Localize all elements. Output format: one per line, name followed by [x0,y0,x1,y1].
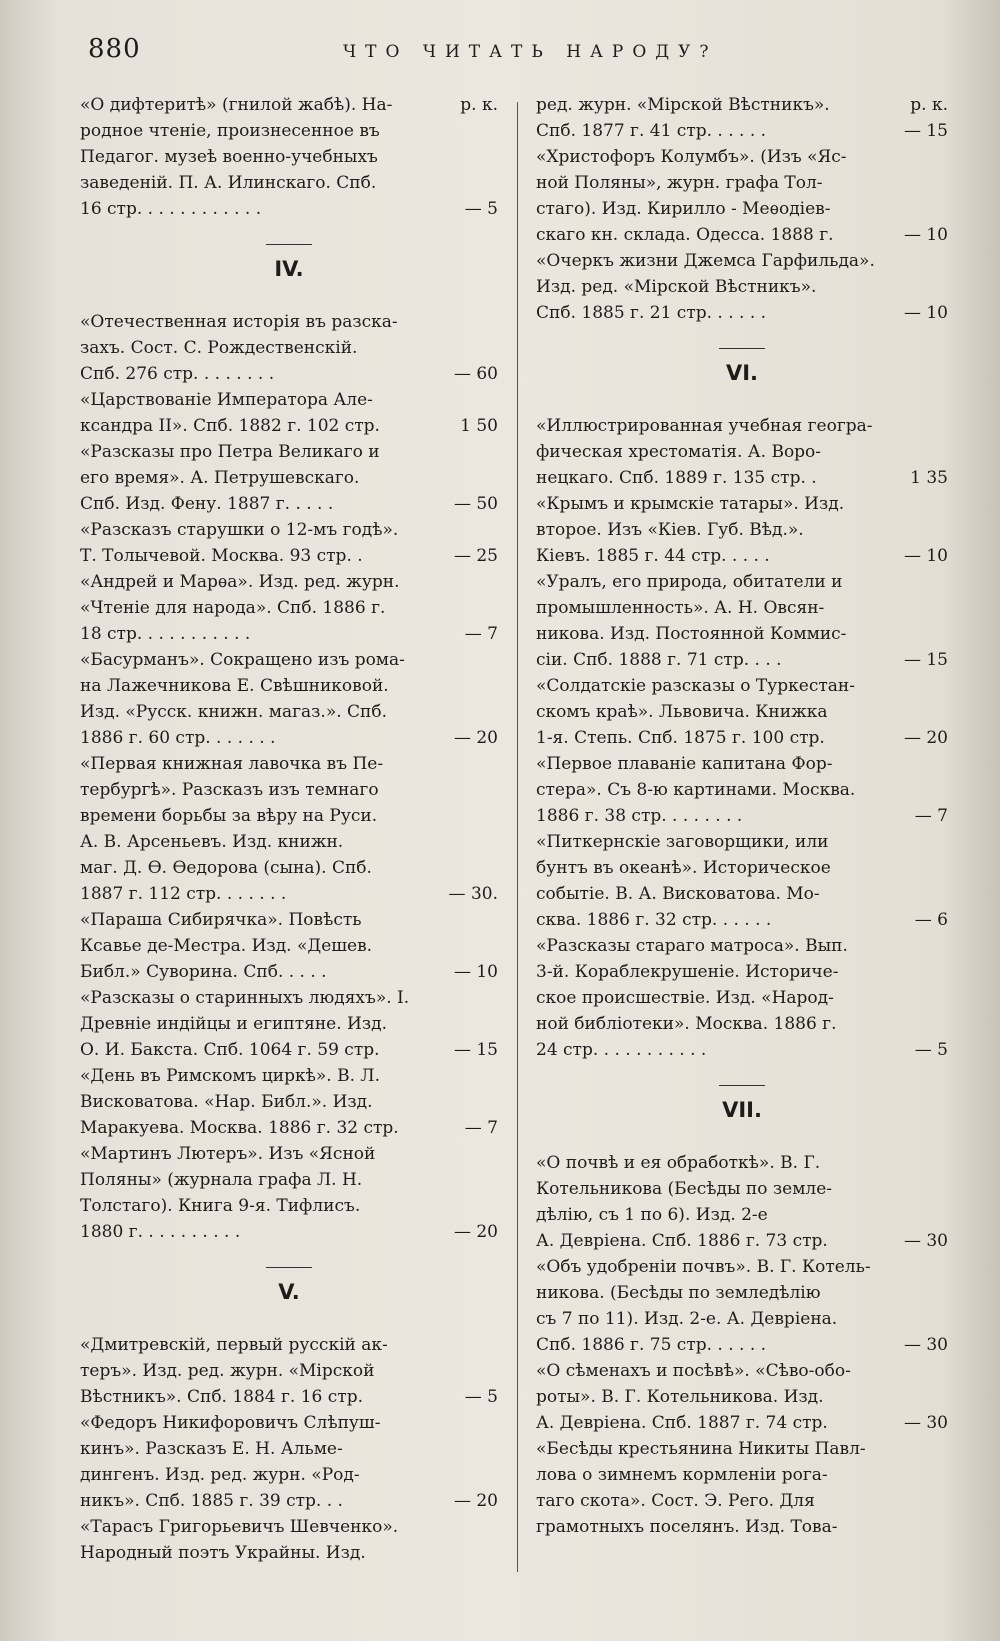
entry-text: маг. Д. Ѳ. Ѳедорова (сына). Спб. [80,858,372,878]
entry-line [80,1063,498,1089]
entry-line [80,1141,498,1167]
entry-line [80,985,498,1011]
entry-line [80,803,498,829]
catalog-entry [536,673,948,751]
entry-line [80,1436,498,1462]
entry-price: — 20 [453,1222,498,1242]
entry-line [536,803,948,829]
catalog-entry [536,92,948,144]
catalog-entry [536,1358,948,1436]
entry-line [536,933,948,959]
entry-line [80,170,498,196]
entry-text: на Лажечникова Е. Свѣшниковой. [80,676,389,696]
entry-line [80,543,498,569]
entry-line [80,829,498,855]
entry-text: лова о зимнемъ кормленіи рога- [536,1465,828,1485]
entry-text: событіе. В. А. Висковатова. Мо- [536,884,820,904]
entry-line [536,595,948,621]
catalog-entry [536,569,948,673]
entry-line [80,1115,498,1141]
catalog-entry [80,647,498,751]
entry-text: «Иллюстрированная учебная геогра- [536,416,873,436]
entry-text: сіи. Спб. 1888 г. 71 стр. . . . [536,650,782,670]
entry-text: промышленность». А. Н. Овсян- [536,598,825,618]
entry-line [536,491,948,517]
entry-line [80,1384,498,1410]
entry-line [80,517,498,543]
catalog-entry [80,1410,498,1514]
catalog-entry [536,1436,948,1540]
entry-text: «День въ Римскомъ циркѣ». В. Л. [80,1066,380,1086]
entry-text: Толстаго). Книга 9-я. Тифлисъ. [80,1196,361,1216]
entry-text: А. В. Арсеньевъ. Изд. книжн. [80,832,344,852]
section-heading: V. [278,1280,300,1304]
entry-text: 3-й. Кораблекрушеніе. Историче- [536,962,839,982]
entry-line [536,1280,948,1306]
entry-text: ское происшествіе. Изд. «Народ- [536,988,834,1008]
entry-price: — 30 [903,1335,948,1355]
catalog-entry [80,1332,498,1410]
entry-line [536,300,948,326]
entry-line [536,1254,948,1280]
entry-line [536,1202,948,1228]
entry-text: съ 7 по 11). Изд. 2-е. А. Девріена. [536,1309,838,1329]
entry-line [536,881,948,907]
entry-line [536,92,948,118]
entry-line [80,725,498,751]
entry-text: нецкаго. Спб. 1889 г. 135 стр. . [536,468,817,488]
entry-line [536,248,948,274]
catalog-entry [80,387,498,439]
entry-text: Спб. 1877 г. 41 стр. . . . . . [536,121,767,141]
entry-line [536,439,948,465]
entry-line [536,1037,948,1063]
entry-text: Спб. 1885 г. 21 стр. . . . . . [536,303,767,323]
entry-line [536,1358,948,1384]
entry-line [80,933,498,959]
entry-text: ред. журн. «Мірской Вѣстникъ». [536,95,830,115]
entry-line [536,1410,948,1436]
entry-line [80,1540,498,1566]
column-divider [517,102,518,1572]
entry-line [536,465,948,491]
entry-text: Педагог. музеѣ военно-учебныхъ [80,147,378,167]
entry-text: «Питкернскіе заговорщики, или [536,832,829,852]
entry-line [536,413,948,439]
entry-line [536,829,948,855]
entry-text: «Солдатскіе разсказы о Туркестан- [536,676,855,696]
entry-line [80,673,498,699]
entry-line [536,725,948,751]
entry-line [80,1167,498,1193]
entry-text: Спб. 276 стр. . . . . . . . [80,364,275,384]
entry-line [80,1219,498,1245]
entry-text: 1886 г. 38 стр. . . . . . . . [536,806,743,826]
entry-text: «Дмитревскій, первый русскій ак- [80,1335,388,1355]
entry-line [536,699,948,725]
entry-text: теръ». Изд. ред. журн. «Мірской [80,1361,375,1381]
section-rule [266,244,312,245]
entry-text: времени борьбы за вѣру на Руси. [80,806,378,826]
entry-price: — 50 [453,494,498,514]
entry-line [80,855,498,881]
entry-line [536,569,948,595]
entry-text: Изд. ред. «Мірской Вѣстникъ». [536,277,817,297]
catalog-entry [536,1254,948,1358]
entry-line [80,1089,498,1115]
entry-text: никъ». Спб. 1885 г. 39 стр. . . [80,1491,343,1511]
entry-line [80,1488,498,1514]
entry-line [80,118,498,144]
entry-text: «Бесѣды крестьянина Никиты Павл- [536,1439,866,1459]
catalog-entry [536,933,948,1063]
entry-text: «Тарасъ Григорьевичъ Шевченко». [80,1517,399,1537]
entry-text: 1880 г. . . . . . . . . . [80,1222,241,1242]
entry-text: «О почвѣ и ея обработкѣ». В. Г. [536,1153,821,1173]
entry-text: Спб. 1886 г. 75 стр. . . . . . [536,1335,767,1355]
entry-line [80,907,498,933]
entry-line [536,1384,948,1410]
entry-text: «Уралъ, его природа, обитатели и [536,572,843,592]
entry-text: Котельникова (Бесѣды по земле- [536,1179,833,1199]
entry-text: Висковатова. «Нар. Библ.». Изд. [80,1092,373,1112]
entry-line [80,881,498,907]
section-heading: IV. [274,257,304,281]
catalog-entry [536,1150,948,1254]
entry-text: ной библіотеки». Москва. 1886 г. [536,1014,837,1034]
entry-price: — 7 [464,1118,498,1138]
entry-line [80,439,498,465]
entry-text: сква. 1886 г. 32 стр. . . . . . [536,910,772,930]
entry-line [80,1462,498,1488]
entry-line [536,517,948,543]
entry-line [536,1462,948,1488]
entry-text: дѣлію, съ 1 по 6). Изд. 2-е [536,1205,768,1225]
catalog-entry [536,829,948,933]
entry-price: — 30 [903,1413,948,1433]
entry-text: 1886 г. 60 стр. . . . . . . [80,728,276,748]
entry-text: Маракуева. Москва. 1886 г. 32 стр. [80,1118,399,1138]
entry-line [536,1436,948,1462]
entry-text: его время». А. Петрушевскаго. [80,468,360,488]
entry-line [536,1176,948,1202]
entry-text: «О сѣменахъ и посѣвѣ». «Сѣво-обо- [536,1361,851,1381]
entry-price: — 10 [903,303,948,323]
entry-line [536,751,948,777]
left-column [80,92,498,1566]
entry-line [80,196,498,222]
catalog-entry [80,569,498,647]
entry-line [536,196,948,222]
entry-line [80,491,498,517]
entry-text: «Первое плаваніе капитана Фор- [536,754,833,774]
entry-text: А. Девріена. Спб. 1887 г. 74 стр. [536,1413,828,1433]
entry-text: «Андрей и Марѳа». Изд. ред. журн. [80,572,400,592]
entry-text: «Объ удобреніи почвъ». В. Г. Котель- [536,1257,871,1277]
entry-line [536,170,948,196]
entry-line [536,673,948,699]
entry-price: — 20 [453,1491,498,1511]
entry-price: р. к. [460,95,498,115]
entry-text: кинъ». Разсказъ Е. Н. Альме- [80,1439,343,1459]
entry-text: бунтъ въ океанѣ». Историческое [536,858,831,878]
entry-text: родное чтеніе, произнесенное въ [80,121,380,141]
entry-line [536,1514,948,1540]
entry-text: «Параша Сибирячка». Повѣсть [80,910,362,930]
catalog-entry [536,144,948,248]
entry-text: «Чтеніе для народа». Спб. 1886 г. [80,598,386,618]
entry-price: — 5 [914,1040,948,1060]
entry-line [80,1410,498,1436]
entry-line [80,959,498,985]
entry-line [80,1332,498,1358]
entry-line [80,595,498,621]
entry-price: — 6 [914,910,948,930]
entry-price: — 20 [903,728,948,748]
page-number: 880 [88,34,141,64]
catalog-entry [536,248,948,326]
entry-text: фическая хрестоматія. А. Воро- [536,442,822,462]
running-header [88,34,948,84]
catalog-entry [80,439,498,517]
entry-price: — 15 [903,121,948,141]
catalog-entry [80,1514,498,1566]
entry-price: — 5 [464,199,498,219]
entry-line [536,1228,948,1254]
entry-line [536,222,948,248]
entry-line [536,274,948,300]
catalog-entry [536,751,948,829]
entry-text: второе. Изъ «Кіев. Губ. Вѣд.». [536,520,804,540]
entry-line [536,621,948,647]
entry-line [536,1150,948,1176]
entry-price: — 10 [903,225,948,245]
entry-text: 16 стр. . . . . . . . . . . . [80,199,262,219]
entry-line [536,1488,948,1514]
entry-text: «Христофоръ Колумбъ». (Изъ «Яс- [536,147,847,167]
entry-text: 1-я. Степь. Спб. 1875 г. 100 стр. [536,728,825,748]
entry-text: «Разсказы про Петра Великаго и [80,442,380,462]
entry-text: «Мартинъ Лютеръ». Изъ «Ясной [80,1144,376,1164]
catalog-entry [80,1141,498,1245]
entry-line [536,1332,948,1358]
entry-text: Поляны» (журнала графа Л. Н. [80,1170,363,1190]
entry-text: «Разсказы о старинныхъ людяхъ». I. [80,988,410,1008]
entry-price: — 15 [453,1040,498,1060]
entry-line [80,1011,498,1037]
entry-text: О. И. Бакста. Спб. 1064 г. 59 стр. [80,1040,380,1060]
entry-text: «Басурманъ». Сокращено изъ рома- [80,650,405,670]
entry-text: Вѣстникъ». Спб. 1884 г. 16 стр. [80,1387,363,1407]
catalog-entry [80,309,498,387]
section-heading: VII. [722,1098,762,1122]
entry-price: — 10 [903,546,948,566]
entry-price: — 5 [464,1387,498,1407]
entry-text: А. Девріена. Спб. 1886 г. 73 стр. [536,1231,828,1251]
entry-line [536,118,948,144]
entry-line [80,1358,498,1384]
entry-text: стера». Съ 8-ю картинами. Москва. [536,780,856,800]
entry-price: — 30 [903,1231,948,1251]
entry-text: 1887 г. 112 стр. . . . . . . [80,884,287,904]
entry-text: дингенъ. Изд. ред. журн. «Род- [80,1465,360,1485]
entry-line [80,309,498,335]
entry-price: — 30. [448,884,498,904]
entry-text: таго скота». Сост. Э. Рего. Для [536,1491,815,1511]
entry-price: — 10 [453,962,498,982]
entry-text: скомъ краѣ». Львовича. Книжка [536,702,828,722]
entry-line [536,855,948,881]
entry-price: — 7 [464,624,498,644]
entry-line [536,1306,948,1332]
entry-line [80,569,498,595]
entry-price: р. к. [910,95,948,115]
entry-text: захъ. Сост. С. Рождественскій. [80,338,358,358]
section-rule [719,348,765,349]
entry-text: роты». В. Г. Котельникова. Изд. [536,1387,824,1407]
entry-price: — 15 [903,650,948,670]
entry-price: — 20 [453,728,498,748]
entry-line [80,335,498,361]
entry-text: Т. Толычевой. Москва. 93 стр. . [80,546,363,566]
catalog-entry [80,907,498,985]
entry-text: Библ.» Суворина. Спб. . . . . [80,962,327,982]
entry-line [80,361,498,387]
entry-text: ксандра II». Спб. 1882 г. 102 стр. [80,416,380,436]
entry-text: «Отечественная исторія въ разска- [80,312,398,332]
entry-price: — 7 [914,806,948,826]
entry-text: «Крымъ и крымскіе татары». Изд. [536,494,845,514]
entry-text: «Федоръ Никифоровичъ Слѣпуш- [80,1413,381,1433]
entry-text: 18 стр. . . . . . . . . . . [80,624,251,644]
entry-line [536,907,948,933]
entry-line [80,144,498,170]
right-column [536,92,948,1540]
entry-price: 1 50 [460,416,498,436]
entry-text: никова. (Бесѣды по земледѣлію [536,1283,821,1303]
entry-text: Народный поэтъ Украйны. Изд. [80,1543,366,1563]
entry-line [536,144,948,170]
running-title: ЧТО ЧИТАТЬ НАРОДУ? [343,42,718,62]
entry-line [80,1037,498,1063]
entry-text: заведеній. П. А. Илинскаго. Спб. [80,173,377,193]
entry-text: тербургѣ». Разсказъ изъ темнаго [80,780,379,800]
entry-line [80,699,498,725]
entry-text: скаго кн. склада. Одесса. 1888 г. [536,225,834,245]
section-heading: VI. [725,361,759,385]
entry-line [80,1193,498,1219]
entry-text: Изд. «Русск. книжн. магаз.». Спб. [80,702,388,722]
entry-text: ной Поляны», журн. графа Тол- [536,173,823,193]
entry-text: «Первая книжная лавочка въ Пе- [80,754,384,774]
entry-line [80,777,498,803]
entry-text: грамотныхъ поселянъ. Изд. Това- [536,1517,838,1537]
entry-text: Древніе индійцы и египтяне. Изд. [80,1014,387,1034]
entry-text: «Царствованіе Императора Але- [80,390,373,410]
entry-line [536,1011,948,1037]
catalog-entry [80,92,498,222]
entry-line [80,751,498,777]
entry-price: 1 35 [910,468,948,488]
catalog-entry [80,1063,498,1141]
entry-text: «Разсказы стараго матроса». Вып. [536,936,848,956]
entry-line [536,959,948,985]
entry-text: Кіевъ. 1885 г. 44 стр. . . . . [536,546,770,566]
section-rule [719,1085,765,1086]
entry-text: Спб. Изд. Фену. 1887 г. . . . . [80,494,334,514]
entry-price: — 60 [453,364,498,384]
entry-text: стаго). Изд. Кирилло - Меѳодіев- [536,199,831,219]
catalog-entry [536,491,948,569]
entry-line [80,387,498,413]
entry-text: никова. Изд. Постоянной Коммис- [536,624,847,644]
entry-line [80,413,498,439]
entry-text: «Очеркъ жизни Джемса Гарфильда». [536,251,875,271]
entry-line [536,985,948,1011]
entry-text: 24 стр. . . . . . . . . . . [536,1040,707,1060]
catalog-entry [80,751,498,907]
entry-text: «О дифтеритѣ» (гнилой жабѣ). На- [80,95,393,115]
catalog-entry [80,517,498,569]
entry-line [536,543,948,569]
entry-text: Ксавье де-Местра. Изд. «Дешев. [80,936,373,956]
entry-line [80,621,498,647]
entry-line [80,465,498,491]
section-rule [266,1267,312,1268]
entry-text: «Разсказъ старушки о 12-мъ годѣ». [80,520,399,540]
catalog-entry [80,985,498,1063]
entry-price: — 25 [453,546,498,566]
entry-line [536,777,948,803]
entry-line [80,1514,498,1540]
entry-line [80,647,498,673]
entry-line [80,92,498,118]
entry-line [536,647,948,673]
catalog-entry [536,413,948,491]
